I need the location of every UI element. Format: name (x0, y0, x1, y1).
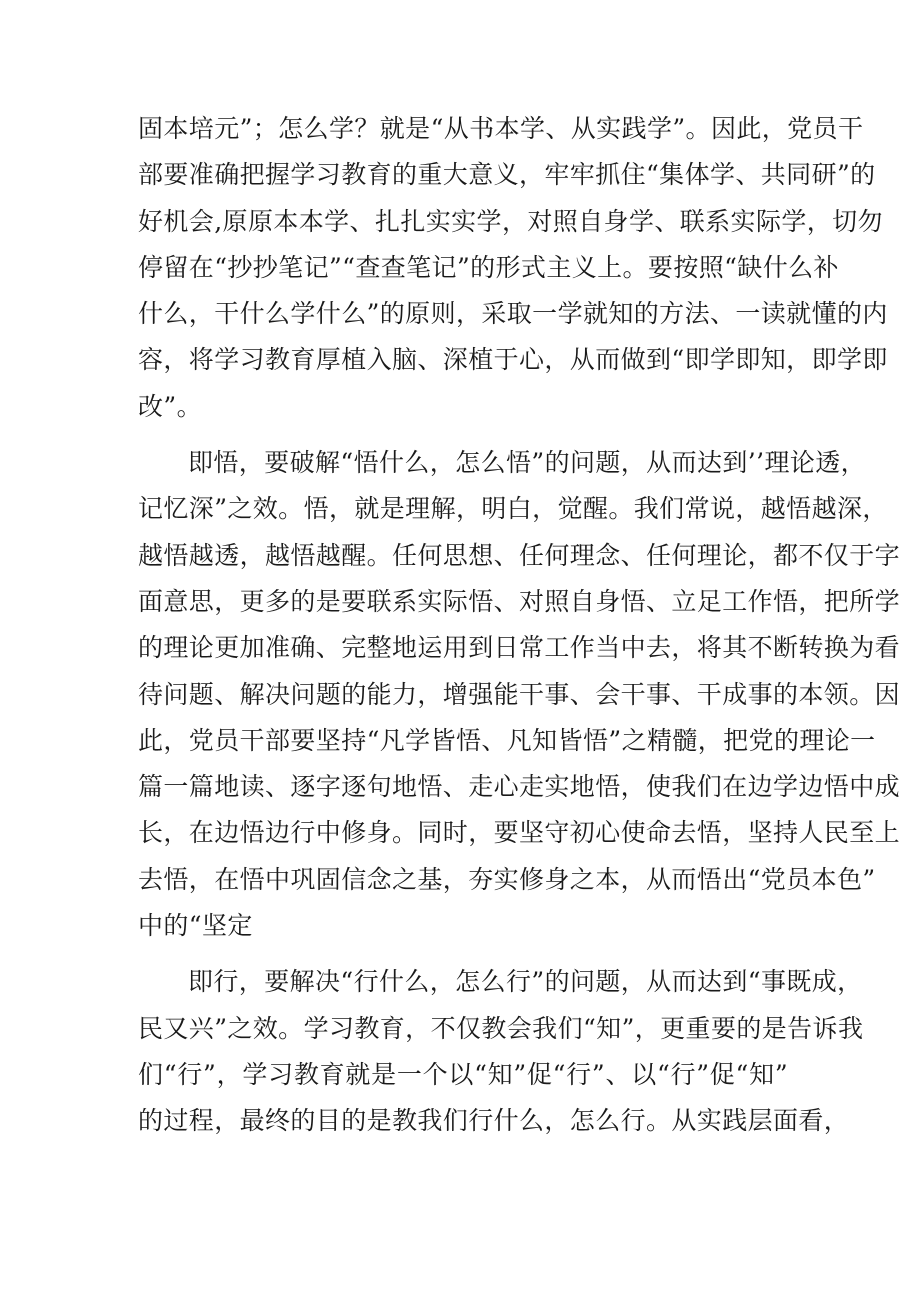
text-line: 部要准确把握学习教育的重大意义，牢牢抓住“集体学、共同研”的 (138, 160, 876, 190)
text-line: 中的“坚定 (138, 911, 253, 941)
text-line: 好机会,原原本本学、扎扎实实学，对照自身学、联系实际学，切勿 (138, 206, 883, 236)
text-line: 停留在“抄抄笔记”“查查笔记”的形式主义上。要按照“缺什么补 (138, 252, 839, 282)
text-line: 长，在边悟边行中修身。同时，要坚守初心使命去悟，坚持人民至上 (138, 818, 901, 848)
text-line: 即行，要解决“行什么，怎么行”的问题，从而达到“事既成， (188, 967, 863, 997)
text-line: 篇一篇地读、逐字逐句地悟、走心走实地悟，使我们在边学边悟中成 (138, 772, 901, 802)
text-line: 此，党员干部要坚持“凡学皆悟、凡知皆悟”之精髓，把党的理论一 (138, 725, 876, 755)
document-body (138, 106, 901, 1145)
text-line: 固本培元”；怎么学？就是“从书本学、从实践学”。因此，党员干 (138, 114, 864, 143)
text-line: 容，将学习教育厚植入脑、深植于心，从而做到“即学即知，即学即 (138, 345, 888, 375)
text-line: 越悟越透，越悟越醒。任何思想、任何理念、任何理论，都不仅于字 (138, 540, 901, 570)
text-line: 什么，干什么学什么”的原则，采取一学就知的方法、一读就懂的内 (138, 299, 888, 329)
text-line: 改”。 (138, 391, 202, 421)
text-line: 记忆深”之效。悟，就是理解，明白，觉醒。我们常说，越悟越深， (138, 494, 888, 524)
paragraph-1 (138, 106, 888, 430)
text-line: 面意思，更多的是要联系实际悟、对照自身悟、立足工作悟，把所学 (138, 586, 901, 616)
text-line: 即悟，要破解“悟什么，怎么悟”的问题，从而达到’’理论透， (188, 448, 867, 478)
paragraph-3 (138, 959, 864, 1144)
text-line: 待问题、解决问题的能力，增强能干事、会干事、干成事的本领。因 (138, 679, 901, 709)
paragraph-2 (138, 440, 901, 949)
text-line: 的过程，最终的目的是教我们行什么，怎么行。从实践层面看， (138, 1106, 850, 1136)
text-line: 民又兴”之效。学习教育，不仅教会我们“知”，更重要的是告诉我 (138, 1013, 864, 1043)
text-line: 的理论更加准确、完整地运用到日常工作当中去，将其不断转换为看 (138, 633, 901, 663)
text-line: 们“行”，学习教育就是一个以“知”促“行”、以“行”促“知” (138, 1059, 788, 1089)
text-line: 去悟，在悟中巩固信念之基，夯实修身之本，从而悟出“党员本色” (138, 864, 876, 894)
